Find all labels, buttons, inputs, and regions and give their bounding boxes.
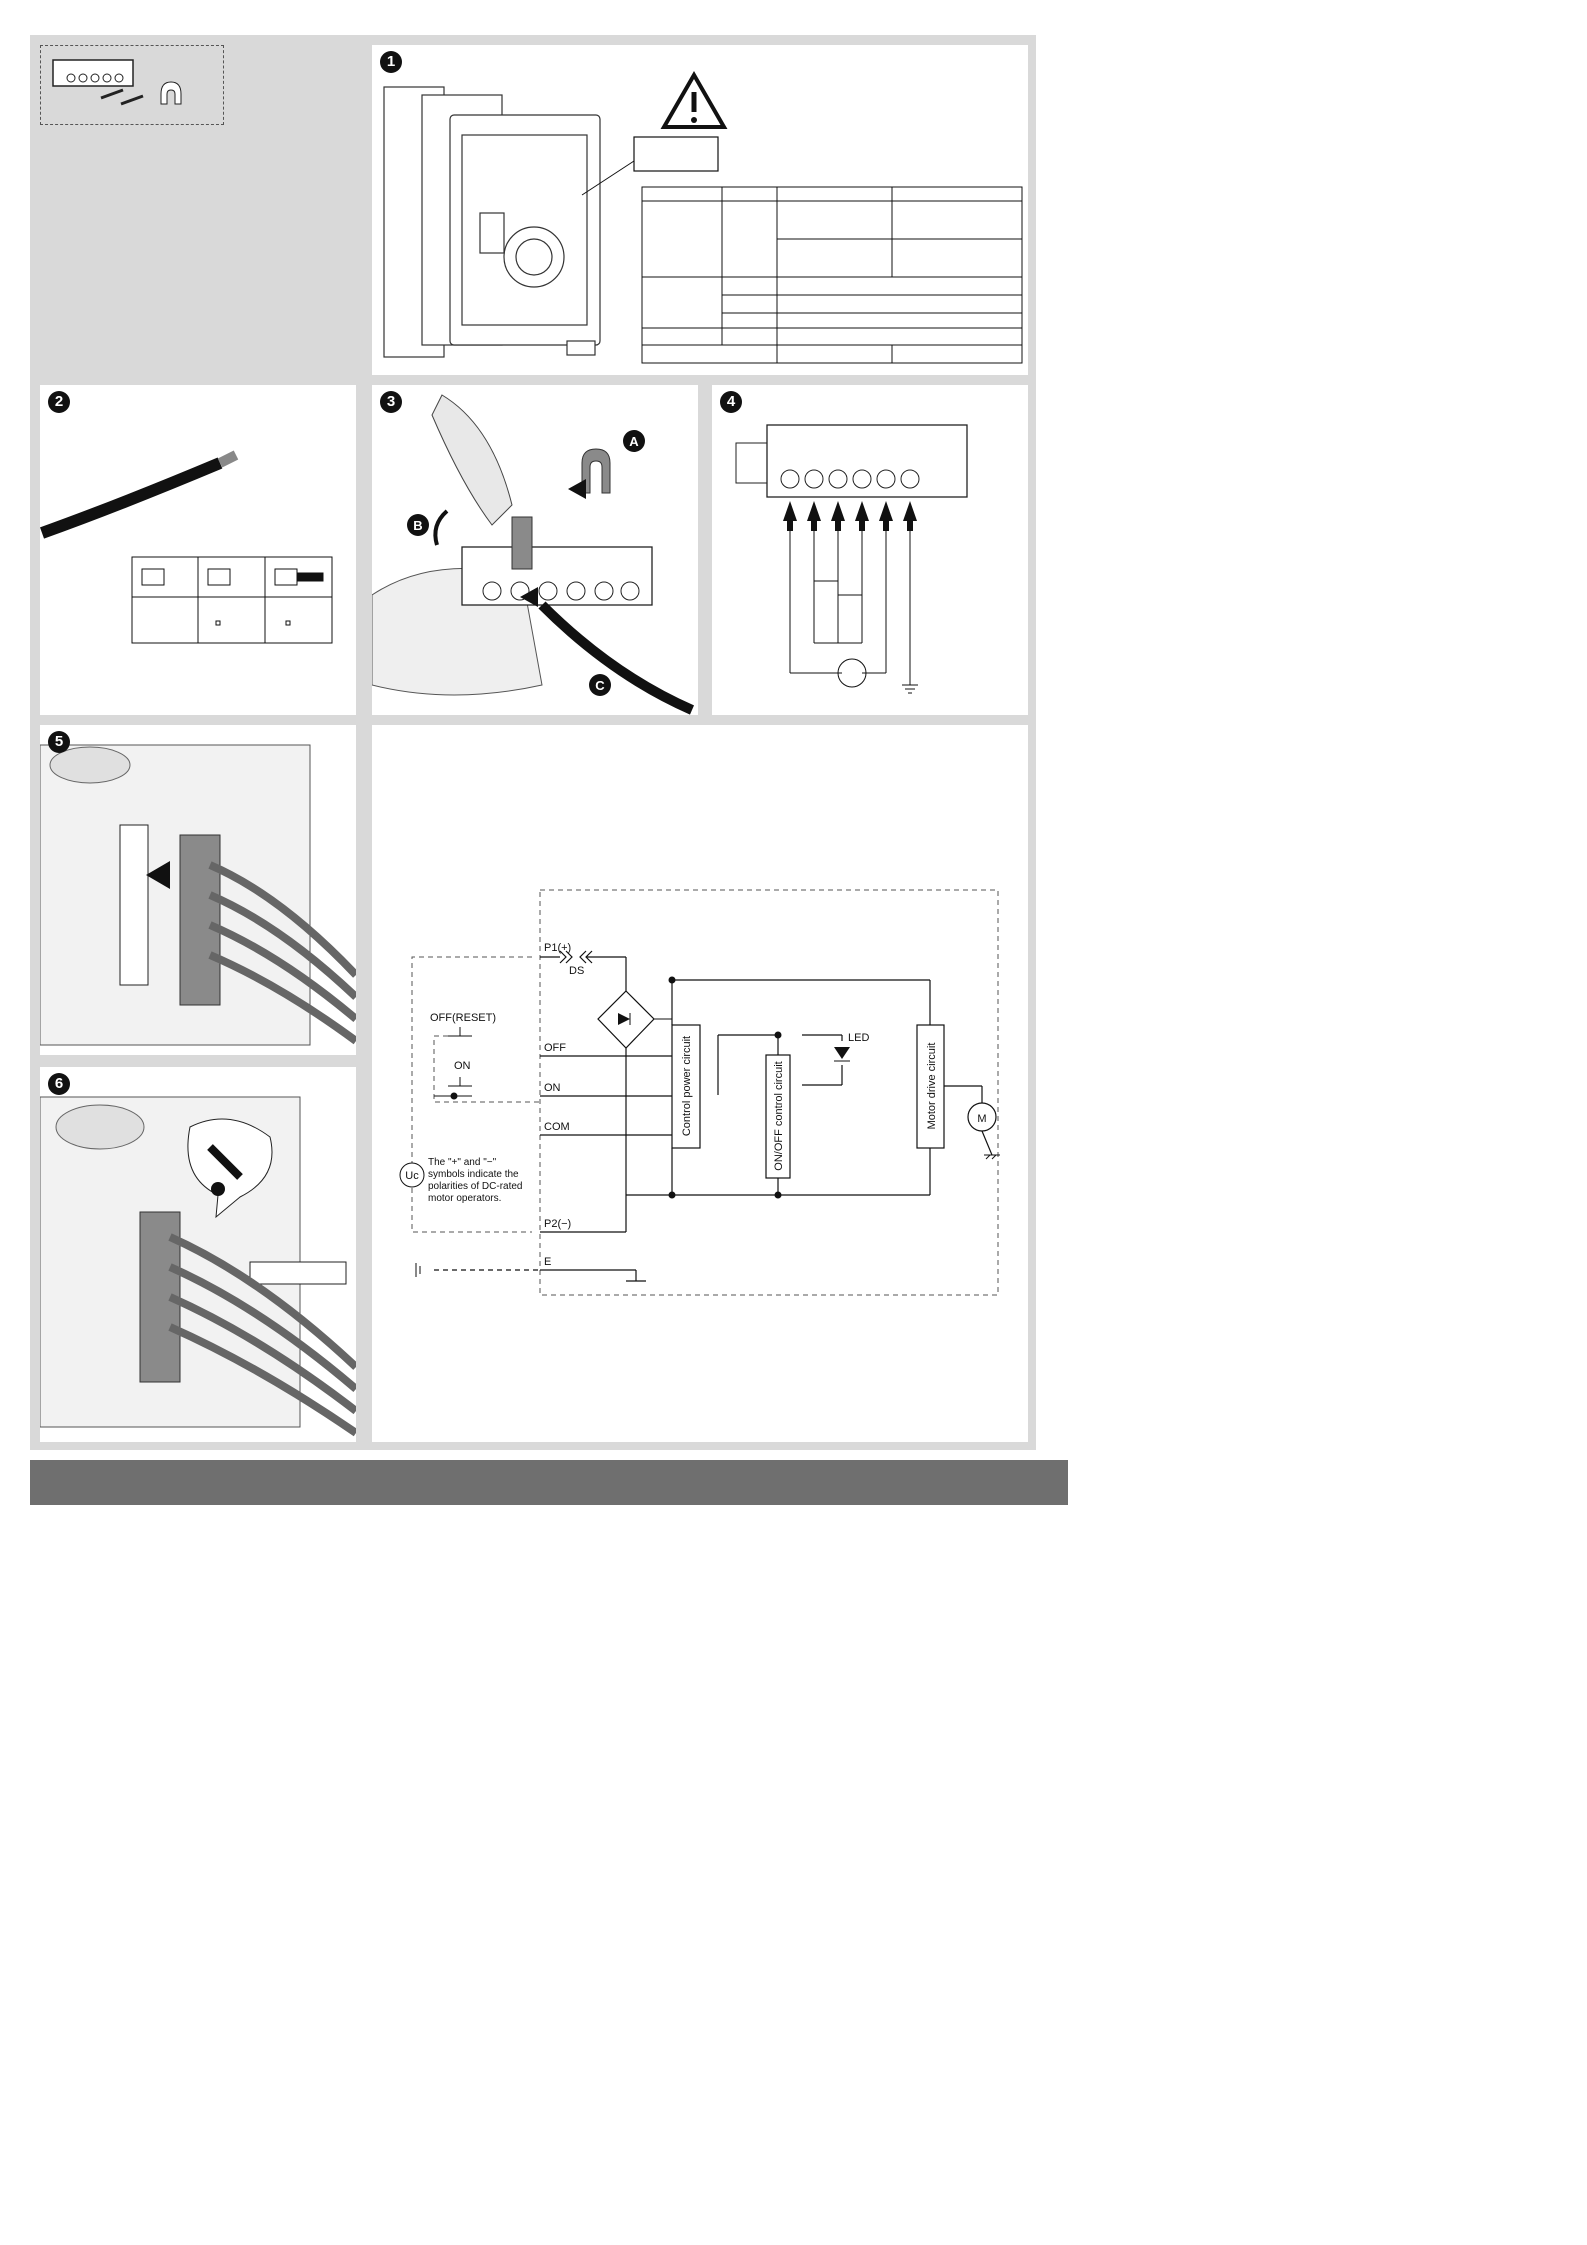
step-4-panel xyxy=(712,385,1028,715)
footer-bar xyxy=(30,1460,1068,1505)
step-2-number: 2 xyxy=(48,391,70,413)
svg-text:polarities of DC-rated: polarities of DC-rated xyxy=(428,1181,523,1192)
callout-b xyxy=(407,514,429,536)
callout-c xyxy=(589,674,611,696)
svg-text:B: B xyxy=(413,518,423,533)
svg-text:ON/OFF control circuit: ON/OFF control circuit xyxy=(773,1061,785,1171)
step-3-number: 3 xyxy=(380,391,402,413)
step-6-panel xyxy=(40,1067,356,1442)
wiring-diagram-panel xyxy=(372,725,1028,1442)
on-off-control-block xyxy=(766,1055,790,1178)
step-6-number: 6 xyxy=(48,1073,70,1095)
motor-operator-illustration xyxy=(372,45,1028,375)
terminal-block-wiring xyxy=(712,385,1028,715)
svg-text:OFF(RESET): OFF(RESET) xyxy=(430,1012,496,1024)
svg-text:motor operators.: motor operators. xyxy=(428,1193,502,1204)
instruction-sheet xyxy=(30,35,1036,1450)
kit-contents xyxy=(40,45,224,125)
wiring-diagram xyxy=(372,725,1028,1442)
kit-contents-illustration xyxy=(41,46,223,124)
svg-text:The "+" and "−": The "+" and "−" xyxy=(428,1157,497,1168)
step-4-number: 4 xyxy=(720,391,742,413)
step-5-panel xyxy=(40,725,356,1055)
svg-text:DS: DS xyxy=(569,965,585,977)
uc-source xyxy=(400,1163,424,1187)
svg-text:P1(+): P1(+) xyxy=(544,942,572,954)
motor-drive-block xyxy=(917,1025,944,1148)
step-2-panel xyxy=(40,385,356,715)
polarity-note xyxy=(428,1157,522,1204)
rectifier-bridge xyxy=(598,991,672,1048)
svg-text:symbols indicate the: symbols indicate the xyxy=(428,1169,519,1180)
svg-text:P2(−): P2(−) xyxy=(544,1218,572,1230)
connector-insertion-illustration xyxy=(40,725,356,1055)
callout-a xyxy=(623,430,645,452)
led-symbol xyxy=(834,1032,869,1061)
step-1-number: 1 xyxy=(380,51,402,73)
svg-text:E: E xyxy=(544,1256,552,1268)
step-5-number: 5 xyxy=(48,731,70,753)
warning-icon xyxy=(664,75,724,127)
control-power-block xyxy=(672,1025,700,1148)
svg-text:C: C xyxy=(595,678,605,693)
svg-text:ON: ON xyxy=(544,1082,561,1094)
motor-symbol xyxy=(968,1103,996,1131)
svg-text:ON: ON xyxy=(454,1060,471,1072)
terminal-insertion-illustration xyxy=(372,385,698,715)
svg-text:Motor drive circuit: Motor drive circuit xyxy=(926,1042,938,1130)
wire-strip-illustration xyxy=(40,385,356,715)
svg-text:Control power circuit: Control power circuit xyxy=(681,1035,693,1137)
svg-text:A: A xyxy=(629,434,639,449)
specification-table xyxy=(642,187,1022,363)
svg-text:LED: LED xyxy=(848,1032,870,1044)
svg-text:Uc: Uc xyxy=(405,1170,419,1182)
step-3-panel xyxy=(372,385,698,715)
svg-text:OFF: OFF xyxy=(544,1042,566,1054)
step-1-panel xyxy=(372,45,1028,375)
connector-screw-illustration xyxy=(40,1067,356,1442)
svg-text:COM: COM xyxy=(544,1121,570,1133)
svg-text:M: M xyxy=(977,1113,987,1125)
